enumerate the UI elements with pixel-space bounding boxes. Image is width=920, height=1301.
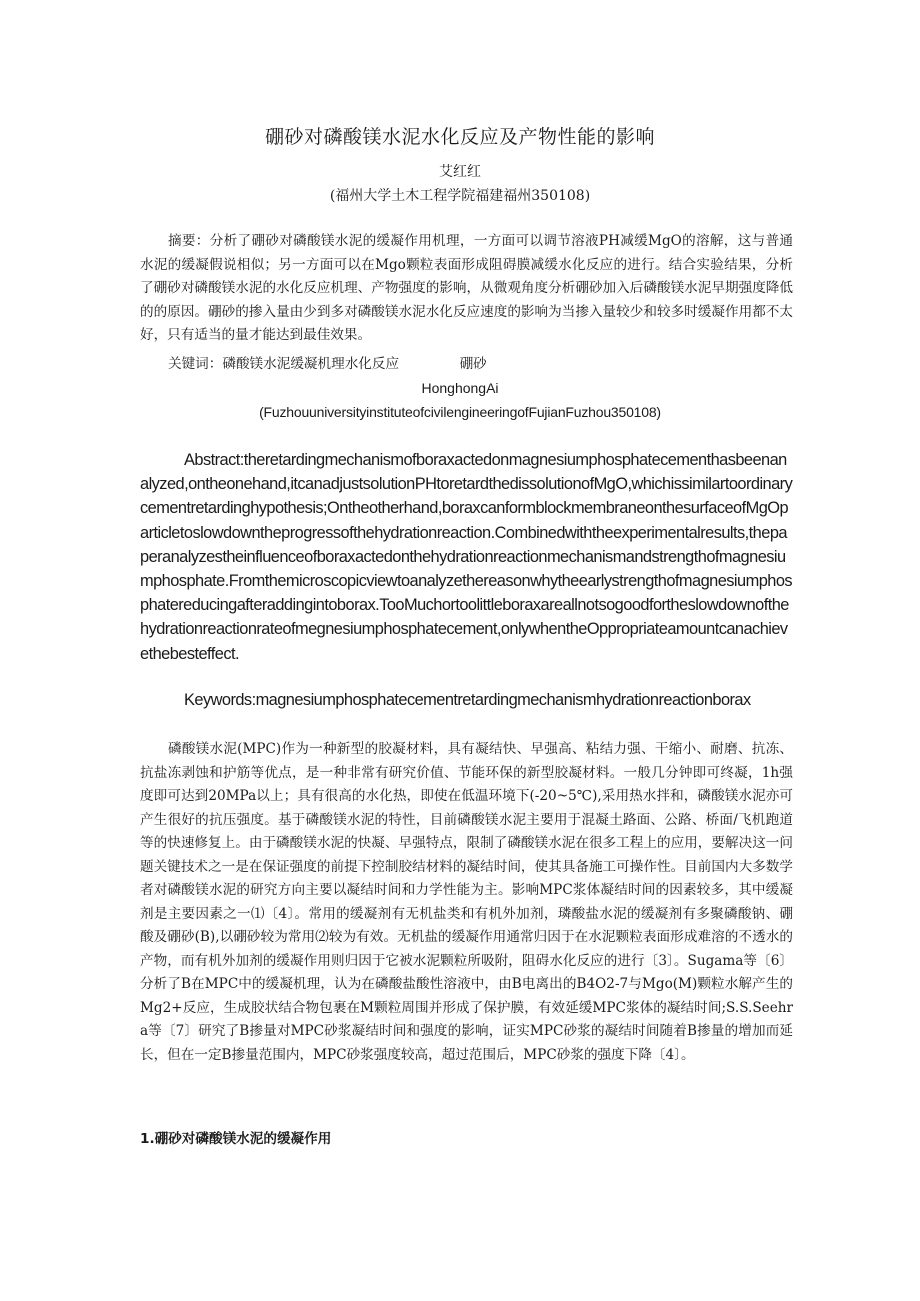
body-paragraph-introduction: 磷酸镁水泥(MPC)作为一种新型的胶凝材料，具有凝结快、早强高、粘结力强、干缩小、耐磨、抗冻、抗盐冻剥蚀和护筋等优点，是一种非常有研究价值、节能环保的新型胶凝材料。一般几分钟即可终凝，1h强度即可达到20MPa以上；具有很高的水化热，即使在低温环境下(-20~5℃),采用热水拌和，磷酸镁水泥亦可产生很好的抗压强度。基于磷酸镁水泥的特性，目前磷酸镁水泥主要用于混凝土路面、公路、桥面/飞机跑道等的快速修复上。由于磷酸镁水泥的快凝、早强特点，限制了磷酸镁水泥在很多工程上的应用，要解决这一问题关键技术之一是在保证强度的前提下控制胶结材料的凝结时间，使其具备施工可操作性。目前国内大多数学者对磷酸镁水泥的研究方向主要以凝结时间和力学性能为主。影响MPC浆体凝结时间的因素较多，其中缓凝剂是主要因素之一⑴〔4〕。常用的缓凝剂有无机盐类和有机外加剂，璘酸盐水泥的缓凝剂有多聚磷酸钠、硼酸及硼砂(B),以硼砂较为常用⑵较为有效。无机盐的缓凝作用通常归因于在水泥颗粒表面形成难溶的不透水的产物，而有机外加剂的缓凝作用则归因于它被水泥颗粒所吸附，阻碍水化反应的进行〔3〕。Sugama等〔6〕分析了B在MPC中的缓凝机理，认为在磷酸盐酸性溶液中，由B电离出的B4O2-7与Mgo(M)颗粒水解产生的Mg2+反应，生成胶状结合物包裹在M颗粒周围并形成了保护膜，有效延缓MPC浆体的凝结时间;S.S.Seehra等〔7〕研究了B掺量对MPC砂浆凝结时间和强度的影响，证实MPC砂浆的凝结时间随着B掺量的增加而延长，但在一定B掺量范围内，MPC砂浆强度较高，超过范围后，MPC砂浆的强度下降〔4〕。 (140, 741, 793, 1063)
abstract-cn: 摘要：分析了硼砂对磷酸镁水泥的缓凝作用机理，一方面可以调节溶液PH减缓MgO的溶解，这与普通水泥的缓凝假说相似；另一方面可以在Mgo颗粒表面形成阻碍膜减缓水化反应的进行。结合实验结果，分析了硼砂对磷酸镁水泥的水化反应机理、产物强度的影响，从微观角度分析硼砂加入后磷酸镁水泥早期强度降低的的原因。硼砂的掺入量由少到多对磷酸镁水泥水化反应速度的影响为当掺入量较少和较多时缓凝作用都不太好，只有适当的量才能达到最佳效果。 (140, 233, 793, 343)
author-name-cn: 艾红红 (439, 164, 481, 180)
paper-title: 硼砂对磷酸镁水泥水化反应及产物性能的影响 (264, 126, 655, 148)
affiliation-cn: (福州大学土木工程学院福建福州350108) (329, 188, 591, 204)
keywords-cn: 关键词：磷酸镁水泥缓凝机理水化反应 硼砂 (168, 356, 487, 372)
affiliation-en: (FuzhouuniversityinstituteofcivilengineeringofFujianFuzhou350108) (259, 404, 661, 420)
keywords-en: Keywords:magnesiumphosphatecementretardingmechanismhydrationreactionborax (184, 691, 751, 709)
abstract-en: Abstract:theretardingmechanismofboraxactedonmagnesiumphosphatecementhasbeenanalyzed,ontheonehand,itcanadjustsolutionPHtoretardthedissolutionofMgO,whichissimilartoordinarycementretardinghypothesis;Ontheotherhand,boraxcanformblockmembraneonthesurfaceofMgOparticletoslowdowntheprogressofthehydrationreaction.Combinedwiththeexperimentalresults,thepaperanalyzestheinfluenceofboraxactedonthehydrationreactionmechanismandstrengthofmagnesiumphosphate.Fromthemicroscopicviewtoanalyzethereasonwhytheearlystrengthofmagnesiumphosphatereducingafteraddingintoborax.TooMuchortoolittleboraxareallnotsogoodfortheslowdownofthehydrationreactionrateofmegnesiumphosphatecement,onlywhentheOppropriateamountcanachievethebesteffect. (140, 451, 793, 663)
author-name-en: HonghongAi (421, 380, 499, 396)
section-heading-1: 1.硼砂对磷酸镁水泥的缓凝作用 (140, 1131, 332, 1147)
